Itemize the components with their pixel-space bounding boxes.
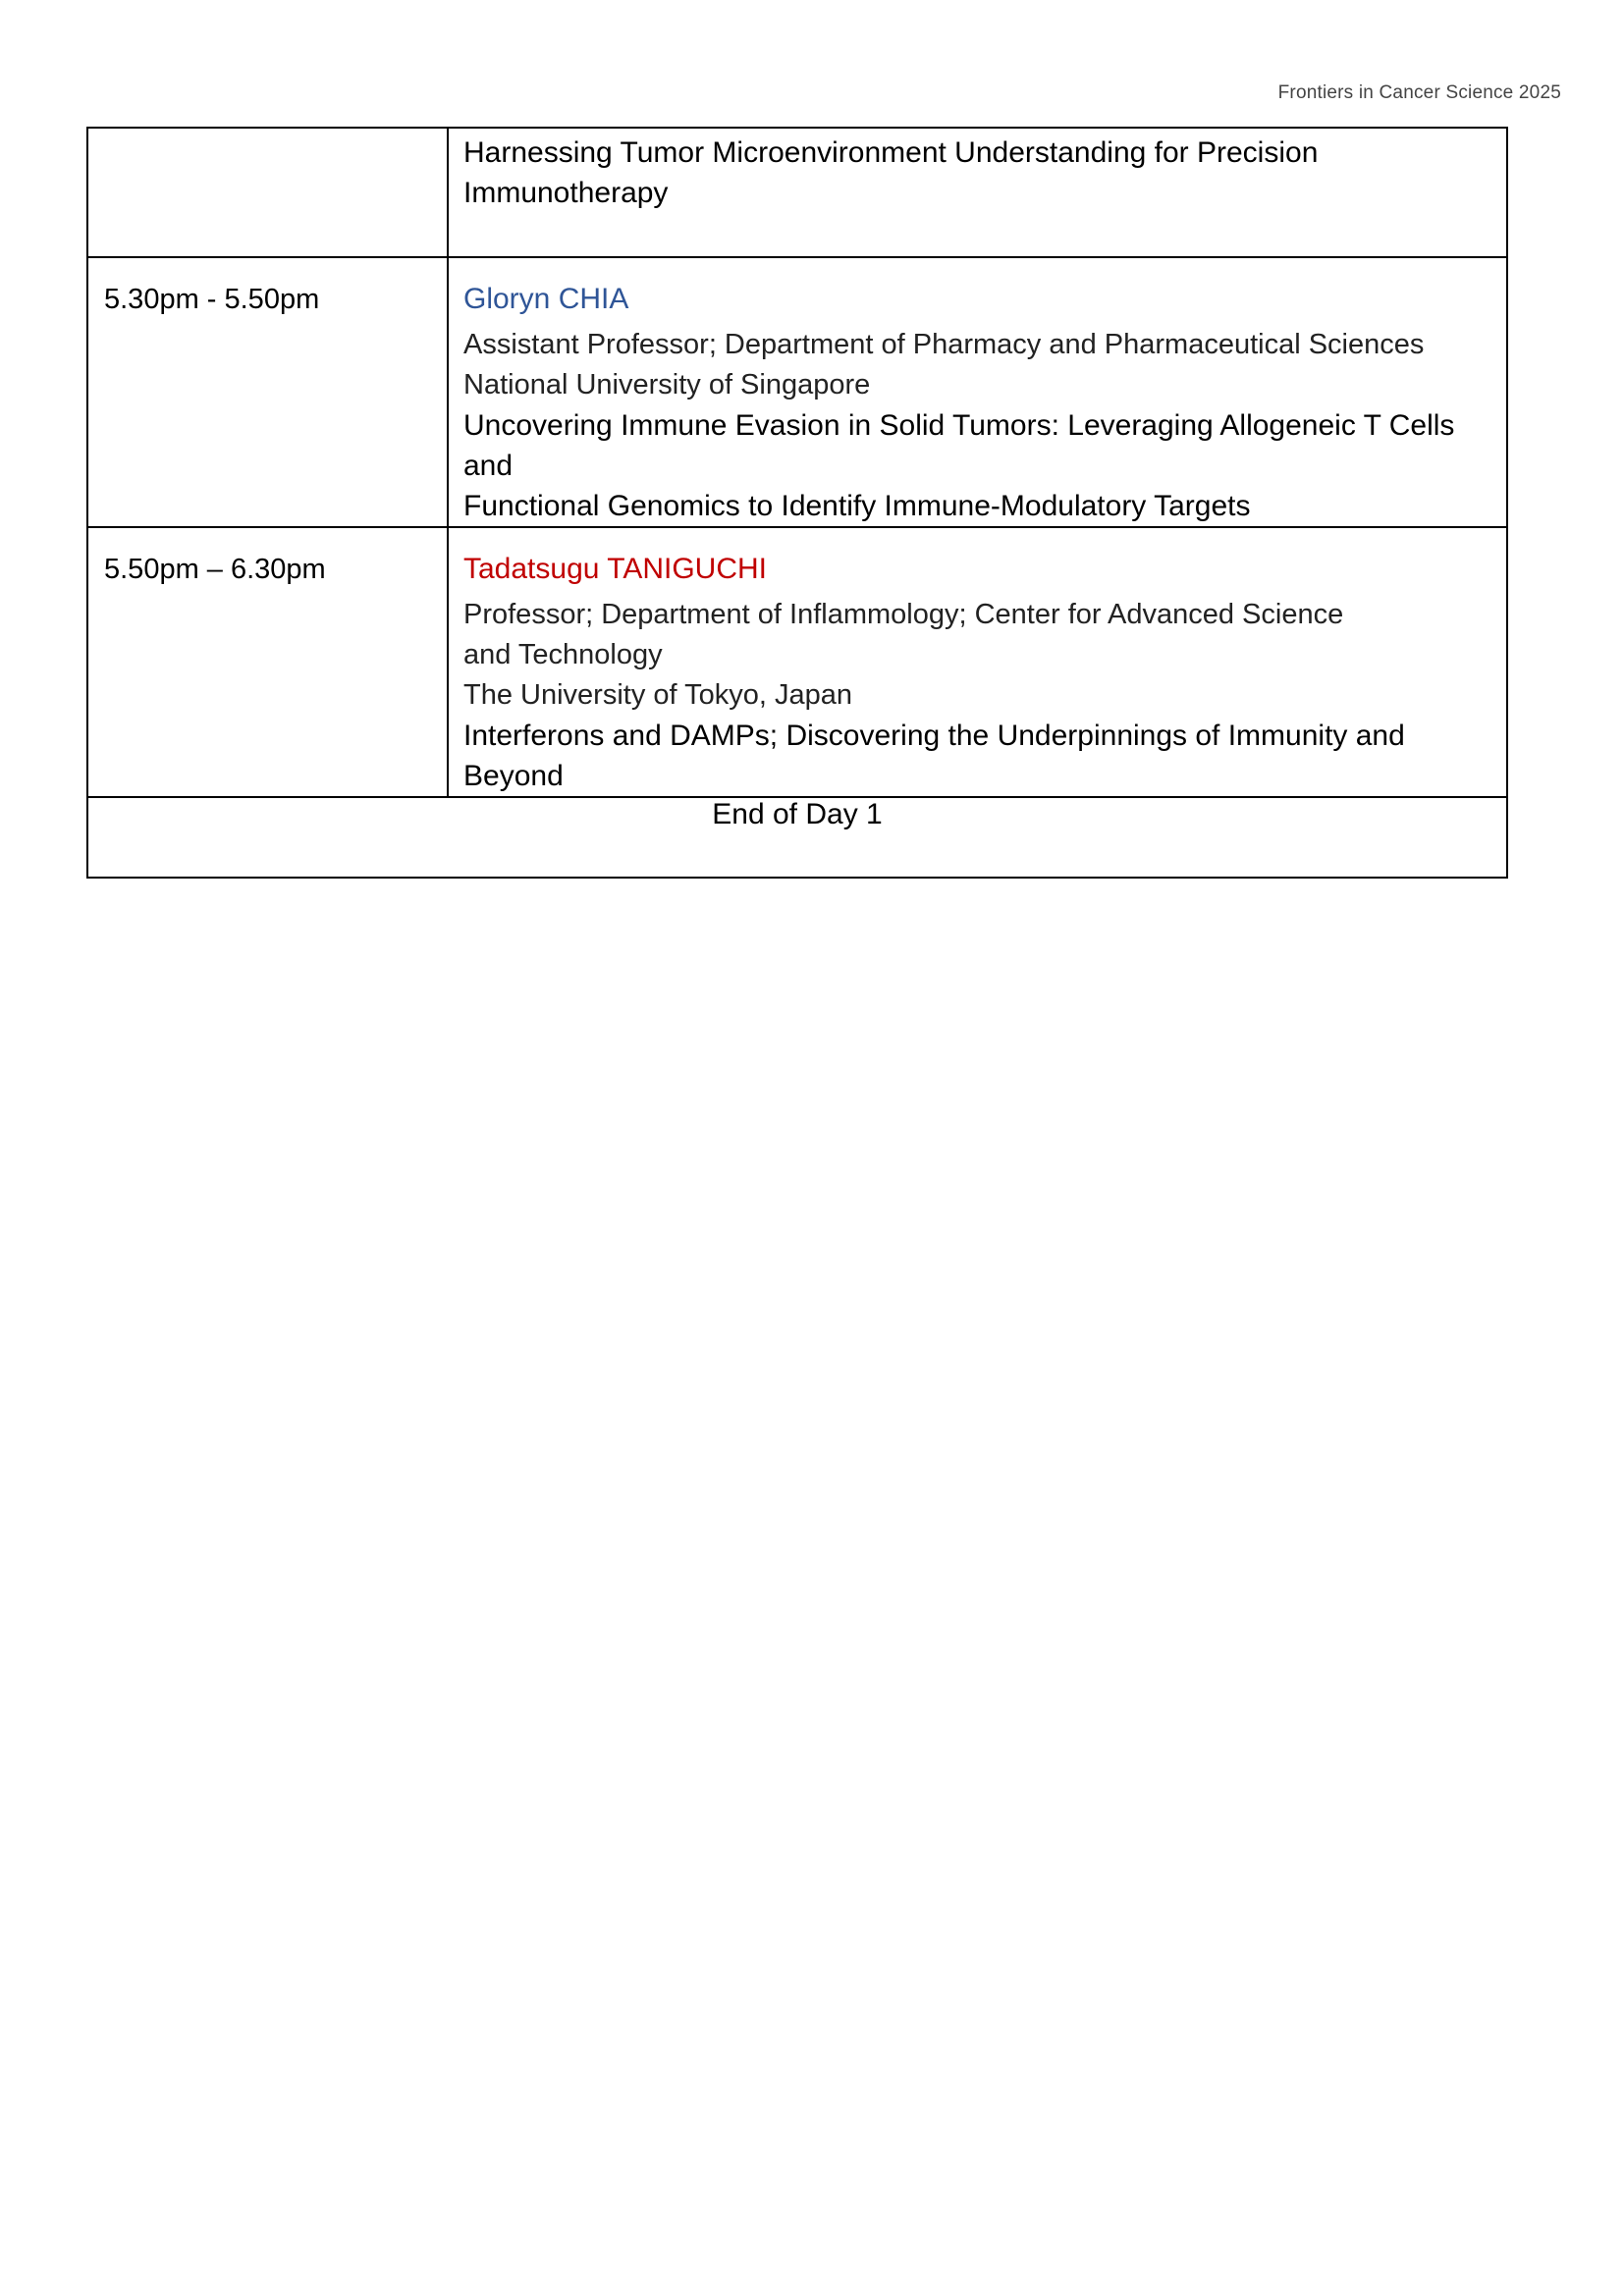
end-of-day-cell: End of Day 1 <box>87 797 1507 878</box>
table-row <box>87 128 1507 257</box>
talk-title-line: Immunotherapy <box>463 177 669 209</box>
talk-title-line: Uncovering Immune Evasion in Solid Tumors: Leveraging Allogeneic T Cells and <box>463 409 1455 482</box>
schedule-table <box>86 127 1508 879</box>
running-header: Frontiers in Cancer Science 2025 <box>1277 82 1561 103</box>
session-cell <box>448 257 1507 527</box>
speaker-affiliation: National University of Singapore <box>463 369 871 400</box>
time-cell: 5.50pm – 6.30pm <box>87 527 448 797</box>
speaker-affiliation: Professor; Department of Inflammology; Center for Advanced Science <box>463 599 1344 630</box>
speaker-name: Tadatsugu TANIGUCHI <box>463 553 768 585</box>
time-cell: 5.30pm - 5.50pm <box>87 257 448 527</box>
session-cell <box>448 128 1507 257</box>
talk-title-line: Interferons and DAMPs; Discovering the Underpinnings of Immunity and Beyond <box>463 720 1405 792</box>
time-cell <box>87 128 448 257</box>
speaker-name: Gloryn CHIA <box>463 283 629 315</box>
speaker-affiliation: The University of Tokyo, Japan <box>463 679 852 711</box>
table-row <box>87 797 1507 878</box>
talk-title-line: Harnessing Tumor Microenvironment Understanding for Precision <box>463 136 1319 169</box>
table-row <box>87 257 1507 527</box>
talk-title-line: Functional Genomics to Identify Immune-Modulatory Targets <box>463 490 1251 522</box>
table-row <box>87 527 1507 797</box>
speaker-affiliation: and Technology <box>463 639 663 670</box>
session-cell <box>448 527 1507 797</box>
speaker-affiliation: Assistant Professor; Department of Pharmacy and Pharmaceutical Sciences <box>463 329 1425 360</box>
